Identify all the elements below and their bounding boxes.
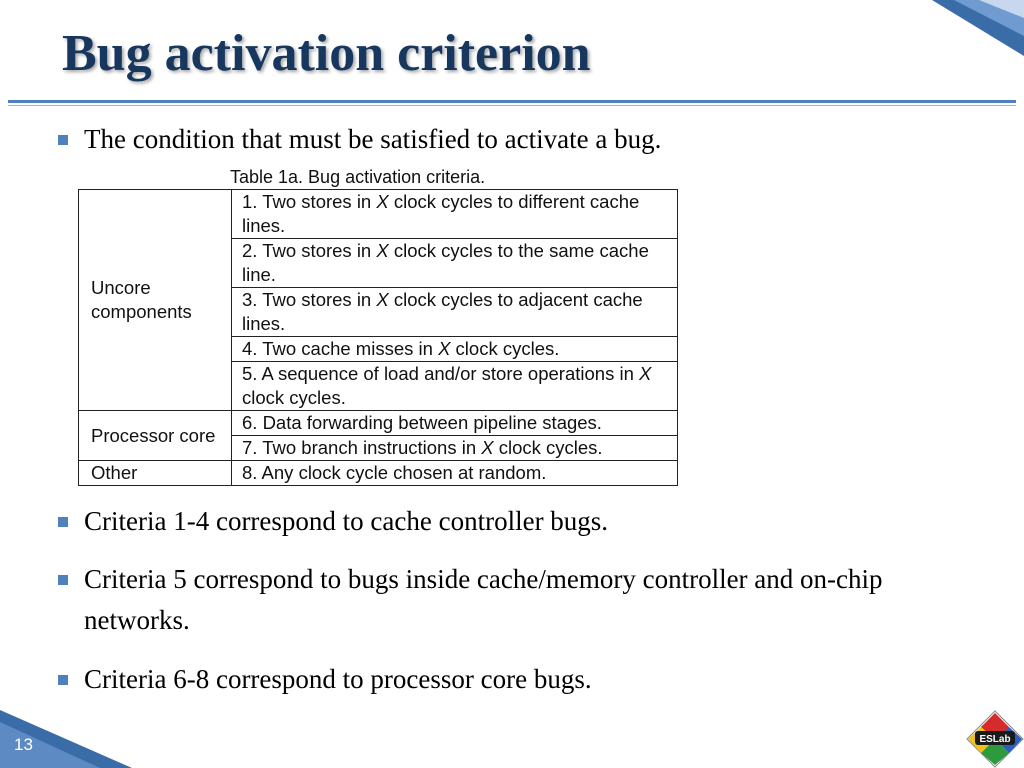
page-number: 13	[14, 735, 33, 754]
group-label: Uncore components	[91, 277, 192, 322]
bullet-marker	[58, 575, 68, 585]
criterion-cell: 3. Two stores in X clock cycles to adjacent cache lines.	[232, 288, 678, 337]
slide-title: Bug activation criterion	[62, 25, 591, 82]
bullet-text-1: The condition that must be satisfied to activate a bug.	[84, 124, 662, 154]
bullet-text-4: Criteria 6-8 correspond to processor core bugs.	[84, 664, 592, 694]
title-divider	[8, 100, 1016, 103]
criterion-cell: 1. Two stores in X clock cycles to different cache lines.	[232, 190, 678, 239]
title-divider-thin	[8, 105, 1016, 106]
table-row	[79, 190, 678, 239]
criteria-table	[78, 189, 678, 486]
logo-text: ESLab	[979, 734, 1011, 745]
group-cell-uncore	[79, 190, 232, 411]
table-row	[79, 461, 678, 486]
group-cell-processor-core	[79, 411, 232, 461]
criterion-cell: 4. Two cache misses in X clock cycles.	[232, 337, 678, 362]
group-label: Other	[91, 462, 138, 483]
bullet-marker	[58, 675, 68, 685]
eslab-logo	[966, 710, 1024, 768]
group-cell-other	[79, 461, 232, 486]
criterion-cell: 2. Two stores in X clock cycles to the same cache line.	[232, 239, 678, 288]
bullet-marker	[58, 517, 68, 527]
bullet-text-3: Criteria 5 correspond to bugs inside cache/memory controller and on-chip networks.	[84, 564, 883, 635]
criterion-cell: 6. Data forwarding between pipeline stages.	[232, 411, 678, 436]
criterion-cell: 5. A sequence of load and/or store operations in X clock cycles.	[232, 362, 678, 411]
criterion-cell: 8. Any clock cycle chosen at random.	[232, 461, 678, 486]
criterion-cell: 7. Two branch instructions in X clock cycles.	[232, 436, 678, 461]
corner-decoration-top-right	[884, 0, 1024, 60]
table-row	[79, 411, 678, 436]
table-caption: Table 1a. Bug activation criteria.	[230, 167, 486, 187]
group-label: Processor core	[91, 424, 216, 446]
bullet-text-2: Criteria 1-4 correspond to cache controller bugs.	[84, 506, 609, 536]
bullet-marker	[58, 135, 68, 145]
